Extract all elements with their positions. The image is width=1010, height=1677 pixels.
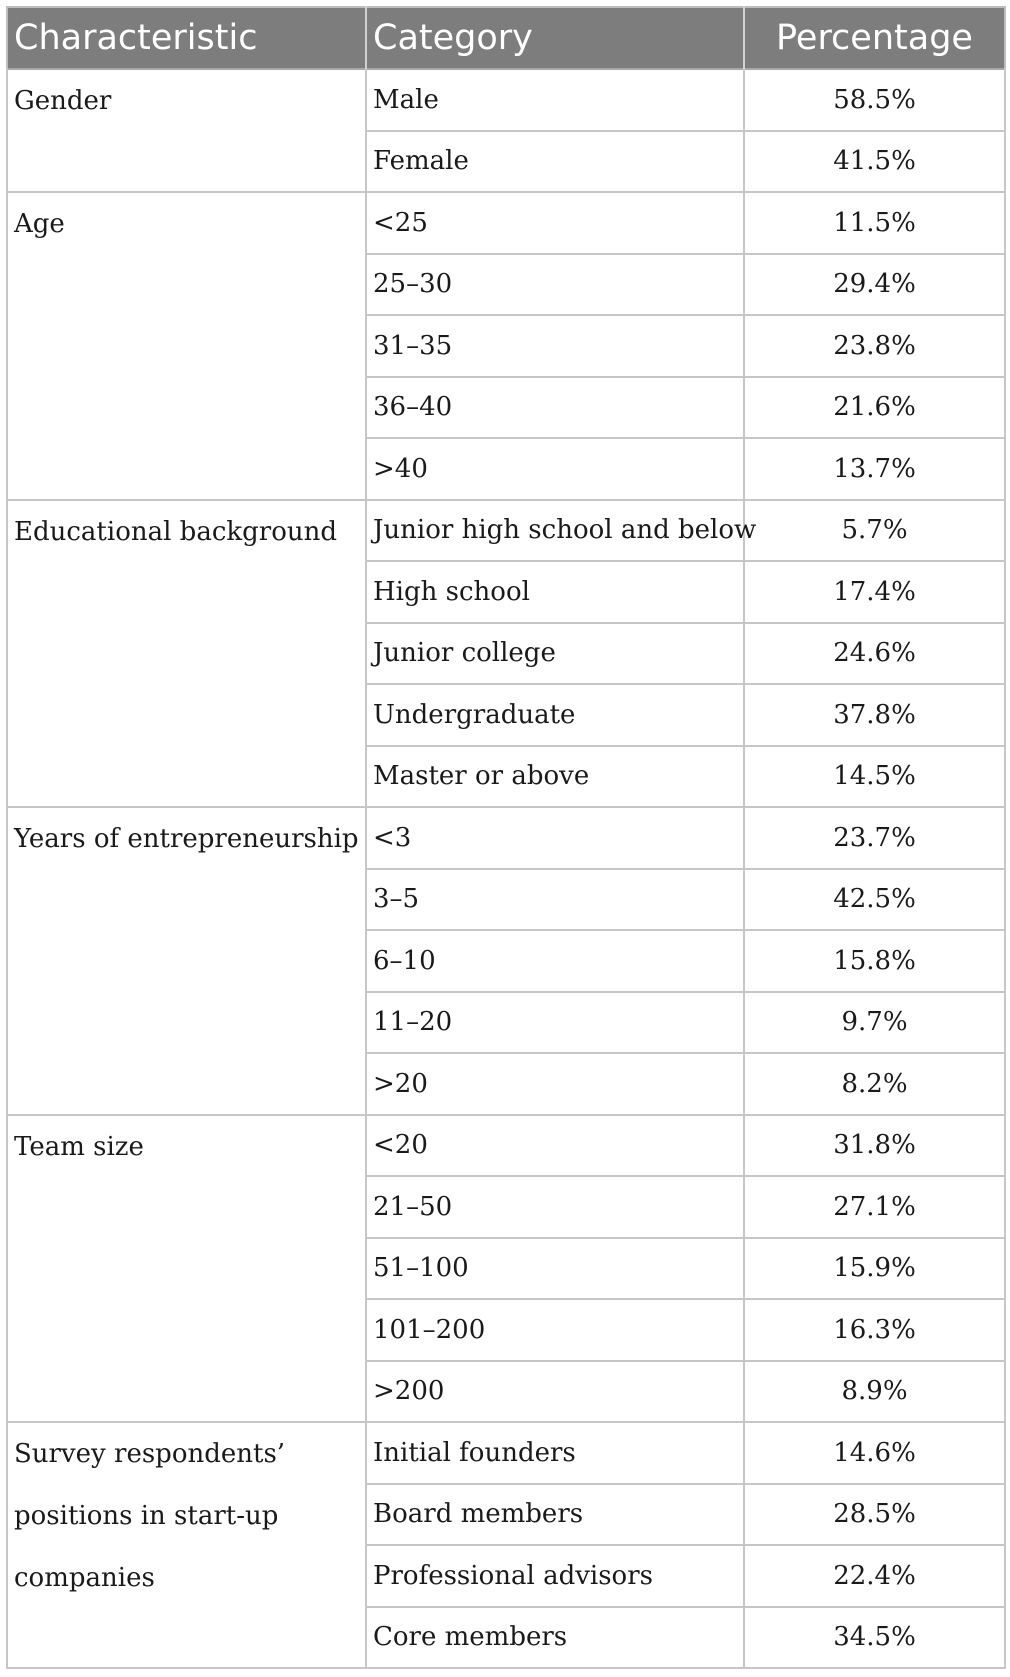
category-cell: 25–30 [366,254,744,316]
percentage-cell: 8.9% [744,1361,1005,1423]
percentage-cell: 23.7% [744,807,1005,869]
percentage-cell: 9.7% [744,992,1005,1054]
category-cell: Junior college [366,623,744,685]
percentage-cell: 41.5% [744,131,1005,193]
percentage-cell: 14.6% [744,1422,1005,1484]
category-cell: 6–10 [366,930,744,992]
percentage-cell: 11.5% [744,192,1005,254]
table-row [7,192,1005,254]
percentage-cell: 34.5% [744,1607,1005,1669]
table-row [7,500,1005,562]
category-cell: <3 [366,807,744,869]
characteristic-cell: Years of entrepreneurship [7,807,366,1115]
percentage-cell: 23.8% [744,315,1005,377]
table-row [7,1422,1005,1484]
table-row [7,69,1005,131]
table-body [7,69,1005,1668]
percentage-cell: 28.5% [744,1484,1005,1546]
percentage-cell: 15.8% [744,930,1005,992]
percentage-cell: 37.8% [744,684,1005,746]
category-cell: Female [366,131,744,193]
category-cell: >40 [366,438,744,500]
category-cell: <25 [366,192,744,254]
percentage-cell: 14.5% [744,746,1005,808]
characteristic-cell: Gender [7,69,366,192]
percentage-cell: 5.7% [744,500,1005,562]
category-cell: 3–5 [366,869,744,931]
percentage-cell: 31.8% [744,1115,1005,1177]
category-cell: Junior high school and below [366,500,744,562]
characteristic-cell: Survey respondents’ positions in start-up companies [7,1422,366,1668]
percentage-cell: 42.5% [744,869,1005,931]
percentage-cell: 17.4% [744,561,1005,623]
category-cell: >200 [366,1361,744,1423]
category-cell: Initial founders [366,1422,744,1484]
category-cell: Board members [366,1484,744,1546]
table-header [7,7,1005,69]
characteristic-cell: Team size [7,1115,366,1423]
percentage-cell: 8.2% [744,1053,1005,1115]
category-cell: Undergraduate [366,684,744,746]
category-cell: Male [366,69,744,131]
table-row [7,1115,1005,1177]
characteristic-cell: Educational background [7,500,366,808]
percentage-cell: 29.4% [744,254,1005,316]
category-cell: 31–35 [366,315,744,377]
category-cell: <20 [366,1115,744,1177]
header-row [7,7,1005,69]
percentage-cell: 13.7% [744,438,1005,500]
demographics-table [6,6,1006,1669]
characteristic-cell: Age [7,192,366,500]
percentage-cell: 27.1% [744,1176,1005,1238]
header-characteristic: Characteristic [7,7,366,69]
category-cell: Core members [366,1607,744,1669]
percentage-cell: 21.6% [744,377,1005,439]
table-row [7,807,1005,869]
header-category: Category [366,7,744,69]
category-cell: 36–40 [366,377,744,439]
category-cell: 21–50 [366,1176,744,1238]
header-percentage: Percentage [744,7,1005,69]
category-cell: 51–100 [366,1238,744,1300]
category-cell: >20 [366,1053,744,1115]
demographics-table-container [6,6,1004,1671]
category-cell: Master or above [366,746,744,808]
percentage-cell: 22.4% [744,1545,1005,1607]
percentage-cell: 58.5% [744,69,1005,131]
percentage-cell: 16.3% [744,1299,1005,1361]
category-cell: 101–200 [366,1299,744,1361]
category-cell: Professional advisors [366,1545,744,1607]
category-cell: 11–20 [366,992,744,1054]
percentage-cell: 15.9% [744,1238,1005,1300]
category-cell: High school [366,561,744,623]
percentage-cell: 24.6% [744,623,1005,685]
